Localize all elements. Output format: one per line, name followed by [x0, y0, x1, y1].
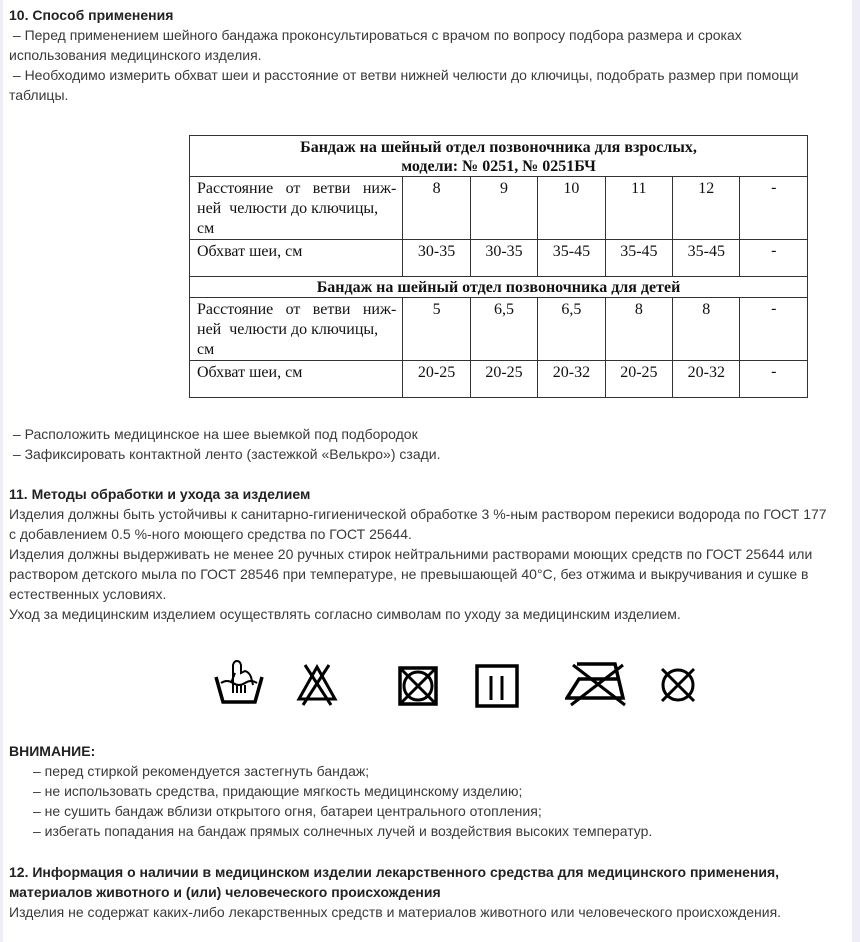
- adults-title-line2: модели: № 0251, № 0251БЧ: [401, 158, 596, 175]
- section-11-line: раствором детского мыла по ГОСТ 28546 при температуре, не превышающей 40°С, без отжима и выкручивания и сушке в: [9, 566, 809, 582]
- label-line: см: [197, 341, 215, 358]
- table-cell: 35-45: [538, 240, 605, 277]
- section-10-title: 10. Способ применения: [9, 7, 174, 23]
- table-cell: 20-32: [673, 361, 740, 398]
- table-cell: 8: [673, 298, 740, 361]
- table-cell: 8: [403, 177, 470, 240]
- table-cell: 20-32: [538, 361, 605, 398]
- distance-label: [190, 177, 403, 240]
- distance-label: [190, 298, 403, 361]
- label-line: Расстояние от ветви ниж-: [197, 180, 397, 197]
- warning-item: – не сушить бандаж вблизи открытого огня, батареи центрального отопления;: [33, 803, 542, 819]
- warning-item: – перед стиркой рекомендуется застегнуть бандаж;: [33, 763, 370, 779]
- drip-dry-icon: [475, 664, 519, 708]
- section-10-para1-line1: – Перед применением шейного бандажа проконсультироваться с врачом по вопросу подбора размера и сроках: [9, 27, 742, 43]
- no-iron-icon: [565, 661, 629, 707]
- table-row: [190, 361, 808, 398]
- table-cell: -: [740, 240, 808, 277]
- care-symbols: [3, 655, 860, 715]
- section-10-para1-line2: использования медицинского изделия.: [9, 47, 262, 63]
- children-table-title: Бандаж на шейный отдел позвоночника для детей: [190, 277, 808, 298]
- adults-table-title: [190, 136, 808, 177]
- step-1: – Расположить медицинское на шее выемкой под подбородок: [9, 426, 418, 442]
- table-cell: 30-35: [403, 240, 470, 277]
- section-10-para2-line2: таблицы.: [9, 87, 69, 103]
- section-12-title-line1: 12. Информация о наличии в медицинском изделии лекарственного средства для медицинского применения,: [9, 864, 780, 880]
- section-10-para2-line1: – Необходимо измерить обхват шеи и расстояние от ветви нижней челюсти до ключицы, подобрать размер при помощи: [9, 67, 799, 83]
- table-cell: -: [740, 361, 808, 398]
- no-dry-clean-icon: [658, 665, 698, 705]
- section-12-text: Изделия не содержат каких-либо лекарственных средств и материалов животного или человеческого происхождения.: [9, 904, 782, 920]
- section-12-title-line2: материалов животного и (или) человеческого происхождения: [9, 884, 441, 900]
- table-row: [190, 298, 808, 361]
- section-11-title: 11. Методы обработки и ухода за изделием: [9, 486, 311, 502]
- warning-item: – избегать попадания на бандаж прямых солнечных лучей и воздействия высоких температур.: [33, 823, 653, 839]
- label-line: Расстояние от ветви ниж-: [197, 301, 397, 318]
- table-cell: 20-25: [605, 361, 672, 398]
- table-cell: 10: [538, 177, 605, 240]
- table-row: [190, 240, 808, 277]
- warning-title: ВНИМАНИЕ:: [9, 743, 96, 759]
- section-11-line: Уход за медицинским изделием осуществлять согласно символам по уходу за медицинским изделием.: [9, 606, 681, 622]
- table-cell: 35-45: [605, 240, 672, 277]
- table-cell: 20-25: [403, 361, 470, 398]
- table-cell: 20-25: [470, 361, 537, 398]
- step-2: – Зафиксировать контактной ленто (застежкой «Велькро») сзади.: [9, 446, 441, 462]
- no-tumble-dry-icon: [398, 666, 438, 706]
- table-cell: 30-35: [470, 240, 537, 277]
- adults-title-line1: Бандаж на шейный отдел позвоночника для взрослых,: [300, 139, 697, 156]
- section-11-line: Изделия должны быть устойчивы к санитарно-гигиенической обработке 3 %-ным раствором перекиси водорода по ГОСТ 177: [9, 506, 827, 522]
- label-line: ней челюсти до ключицы,: [197, 321, 379, 338]
- table-cell: 12: [673, 177, 740, 240]
- table-cell: 35-45: [673, 240, 740, 277]
- size-table: [189, 135, 808, 398]
- table-cell: -: [740, 298, 808, 361]
- document-page: [3, 0, 852, 942]
- label-line: см: [197, 220, 215, 237]
- table-cell: 6,5: [470, 298, 537, 361]
- table-cell: -: [740, 177, 808, 240]
- section-11-line: Изделия должны выдерживать не менее 20 ручных стирок нейтральними растворами моющих средств по ГОСТ 25644 или: [9, 546, 813, 562]
- girth-label: Обхват шеи, см: [190, 361, 403, 398]
- section-11-line: естественных условиях.: [9, 586, 167, 602]
- table-cell: 9: [470, 177, 537, 240]
- hand-wash-icon: [213, 655, 265, 707]
- girth-label: Обхват шеи, см: [190, 240, 403, 277]
- table-cell: 11: [605, 177, 672, 240]
- warning-list: [33, 761, 652, 841]
- no-bleach-icon: [295, 663, 339, 707]
- table-cell: 6,5: [538, 298, 605, 361]
- label-line: ней челюсти до ключицы,: [197, 200, 379, 217]
- warning-item: – не использовать средства, придающие мягкость медицинскому изделию;: [33, 783, 523, 799]
- table-cell: 8: [605, 298, 672, 361]
- section-11-line: с добавлением 0.5 %-ного моющего средства по ГОСТ 25644.: [9, 526, 412, 542]
- table-cell: 5: [403, 298, 470, 361]
- table-row: [190, 177, 808, 240]
